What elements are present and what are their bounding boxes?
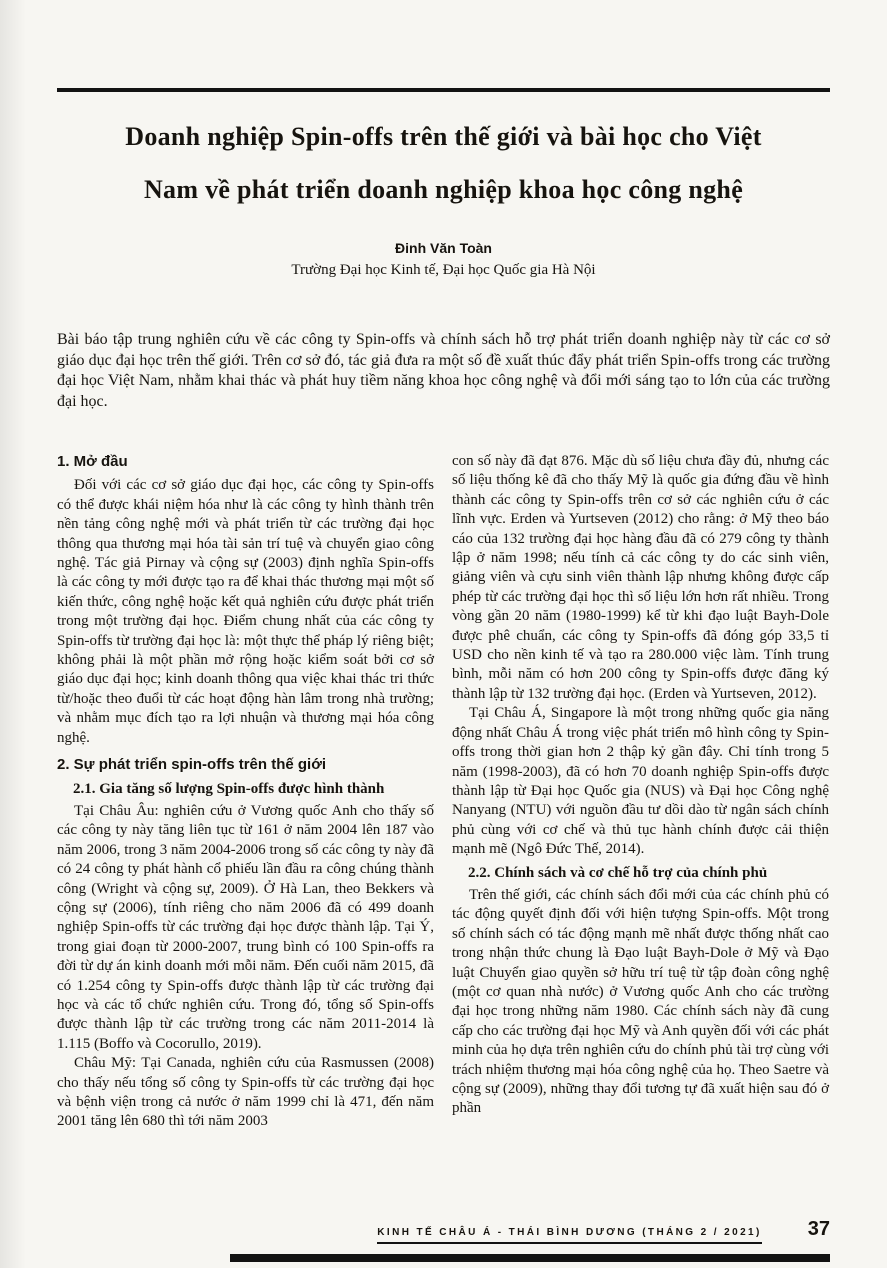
page-footer	[377, 1218, 830, 1244]
abstract-paragraph: Bài báo tập trung nghiên cứu về các công ty Spin-offs và chính sách hỗ trợ phát triển doanh nghiệp này từ các cơ sở giáo dục đại học trên thế giới. Trên cơ sở đó, tác giả đưa ra một số đề xuất thúc đẩy phát triển Spin-offs trong các trường đại học Việt Nam, nhằm khai thác và phát huy tiềm năng khoa học công nghệ và đổi mới sáng tạo to lớn của các trường đại học.	[57, 331, 830, 410]
section-2-1-paragraph-america-continued: con số này đã đạt 876. Mặc dù số liệu chưa đầy đủ, nhưng các số liệu thống kê đã cho thấy Mỹ là quốc gia đứng đầu về hình thành các công ty Spin-offs trên cơ sở các nghiên cứu ở các lĩnh vực. Erden và Yurtseven (2012) cho rằng: ở Mỹ theo báo cáo của 132 trường đại học hàng đầu đã có 279 công ty thành lập ở năm 1998; nếu tính cả các công ty do các sinh viên, giảng viên và cựu sinh viên thành lập nhưng không được cấp phép từ các trường đại học thì số liệu lớn hơn rất nhiều. Trong vòng gần 20 năm (1980-1999) kể từ khi đạo luật Bayh-Dole được phê chuẩn, các công ty Spin-offs đã đóng góp 33,5 tỉ USD cho nền kinh tế và tạo ra 280.000 việc làm. Tính trung bình, mỗi năm có hơn 200 công ty Spin-offs được đăng ký thành lập từ 132 trường đại học. (Erden và Yurtseven, 2012).	[452, 453, 829, 702]
body-columns	[57, 452, 830, 1212]
column-left	[57, 452, 434, 1212]
section-2-1-heading: 2.1. Gia tăng số lượng Spin-offs được hình thành	[73, 780, 385, 797]
column-right	[452, 452, 829, 1212]
article-title-line1: Doanh nghiệp Spin-offs trên thế giới và bài học cho Việt	[125, 122, 762, 151]
footer-rule	[230, 1254, 830, 1262]
footer-journal-title: KINH TẾ CHÂU Á - THÁI BÌNH DƯƠNG (THÁNG 2 / 2021)	[377, 1227, 761, 1244]
section-2-1-paragraph-europe: Tại Châu Âu: nghiên cứu ở Vương quốc Anh cho thấy số các công ty này tăng liên tục từ 161 ở năm 2004 lên 187 vào năm 2006, trong 3 năm 2004-2006 trong số các công ty này đã có 24 công ty phát hành cổ phiếu lần đầu ra công chúng thành công (Wright và cộng sự, 2009). Ở Hà Lan, theo Bekkers và cộng sự (2006), tính riêng cho năm 2006 đã có 499 doanh nghiệp Spin-offs từ các trường đại học được thành lập. Tại Ý, trong giai đoạn từ 2000-2007, trung bình có 100 Spin-offs ra đời từ dự án kinh doanh mới mỗi năm. Đến cuối năm 2015, đã có 1.254 công ty Spin-offs được thành lập từ các trường đại học và các tổ chức nghiên cứu. Trong đó, tổng số Spin-offs được thành lập từ các trường trong các năm 2011-2014 là 1.115 (Boffo và Cocorullo, 2019).	[57, 802, 434, 1052]
section-2-1-paragraph-asia: Tại Châu Á, Singapore là một trong những quốc gia năng động nhất Châu Á trong việc phát triển mô hình công ty Spin-offs trong thời gian hơn 2 thập kỷ gần đây. Chỉ tính trong 5 năm (1998-2003), đã có hơn 70 doanh nghiệp Spin-offs được thành lập từ Đại học Quốc gia (NUS) và Đại học Công nghệ Nanyang (NTU) với nguồn đầu tư dồi dào từ ngân sách chính phủ cùng với cơ chế và thủ tục hành chính được cải thiện mạnh mẽ (Ngô Đức Thế, 2014).	[452, 705, 829, 858]
section-1-heading: 1. Mở đầu	[57, 453, 128, 470]
section-2-2-heading: 2.2. Chính sách và cơ chế hỗ trợ của chính phủ	[468, 864, 768, 881]
top-rule	[57, 88, 830, 92]
article-title	[57, 110, 830, 216]
section-2-2-paragraph: Trên thế giới, các chính sách đổi mới của các chính phủ có tác động quyết định đối với hiện tượng Spin-offs. Một trong số chính sách có tác động mạnh mẽ nhất được thống nhất cao trong nhận thức chung là Đạo luật Bayh-Dole ở Mỹ và Đạo luật Chuyển giao quyền sở hữu trí tuệ từ tập đoàn công nghệ (một cơ quan nhà nước) ở Vương quốc Anh cho các trường đại học trong những năm 1980. Các chính sách này đã cung cấp cho các trường đại học Mỹ và Anh quyền đối với các phát minh của họ dựa trên nghiên cứu do chính phủ tài trợ cùng với trách nhiệm thương mại hóa công nghệ của họ. Theo Saetre và cộng sự (2009), những thay đổi tương tự đã xuất hiện sau đó ở phần	[452, 886, 829, 1117]
author-affiliation: Trường Đại học Kinh tế, Đại học Quốc gia Hà Nội	[291, 262, 596, 278]
article-title-line2: Nam về phát triển doanh nghiệp khoa học công nghệ	[143, 175, 744, 204]
footer-page-number: 37	[807, 1218, 830, 1240]
author-name: Đinh Văn Toàn	[395, 240, 492, 256]
section-1-paragraph: Đối với các cơ sở giáo dục đại học, các công ty Spin-offs có thể được khái niệm hóa như là các công ty hình thành trên nền tảng công nghệ mới và phát triển từ các trường đại học thông qua thương mại hóa tài sản trí tuệ và chuyển giao công nghệ. Tác giả Pirnay và cộng sự (2003) định nghĩa Spin-offs là các công ty mới được tạo ra để khai thác thương mại một số kiến thức, công nghệ hoặc kết quả nghiên cứu được phát triển trong một trường đại học. Điểm chung nhất của các công ty Spin-offs từ trường đại học là: một thực thể pháp lý riêng biệt; không phải là một phần mở rộng hoặc kiểm soát bởi cơ sở giáo dục đại học; kinh doanh thông qua việc khai thác tri thức từ/hoặc theo đuổi từ các hoạt động hàn lâm trong nhà trường; và nhằm mục đích tạo ra lợi nhuận và thương mại hóa công nghệ.	[57, 477, 434, 746]
section-2-1-paragraph-america: Châu Mỹ: Tại Canada, nghiên cứu của Rasmussen (2008) cho thấy nếu tổng số công ty Spin-offs từ các trường đại học và bệnh viện trong cả nước ở năm 1999 chỉ là 471, đến năm 2001 tăng lên 680 thì tới năm 2003	[57, 1055, 434, 1130]
section-2-heading: 2. Sự phát triển spin-offs trên thế giới	[57, 756, 327, 774]
